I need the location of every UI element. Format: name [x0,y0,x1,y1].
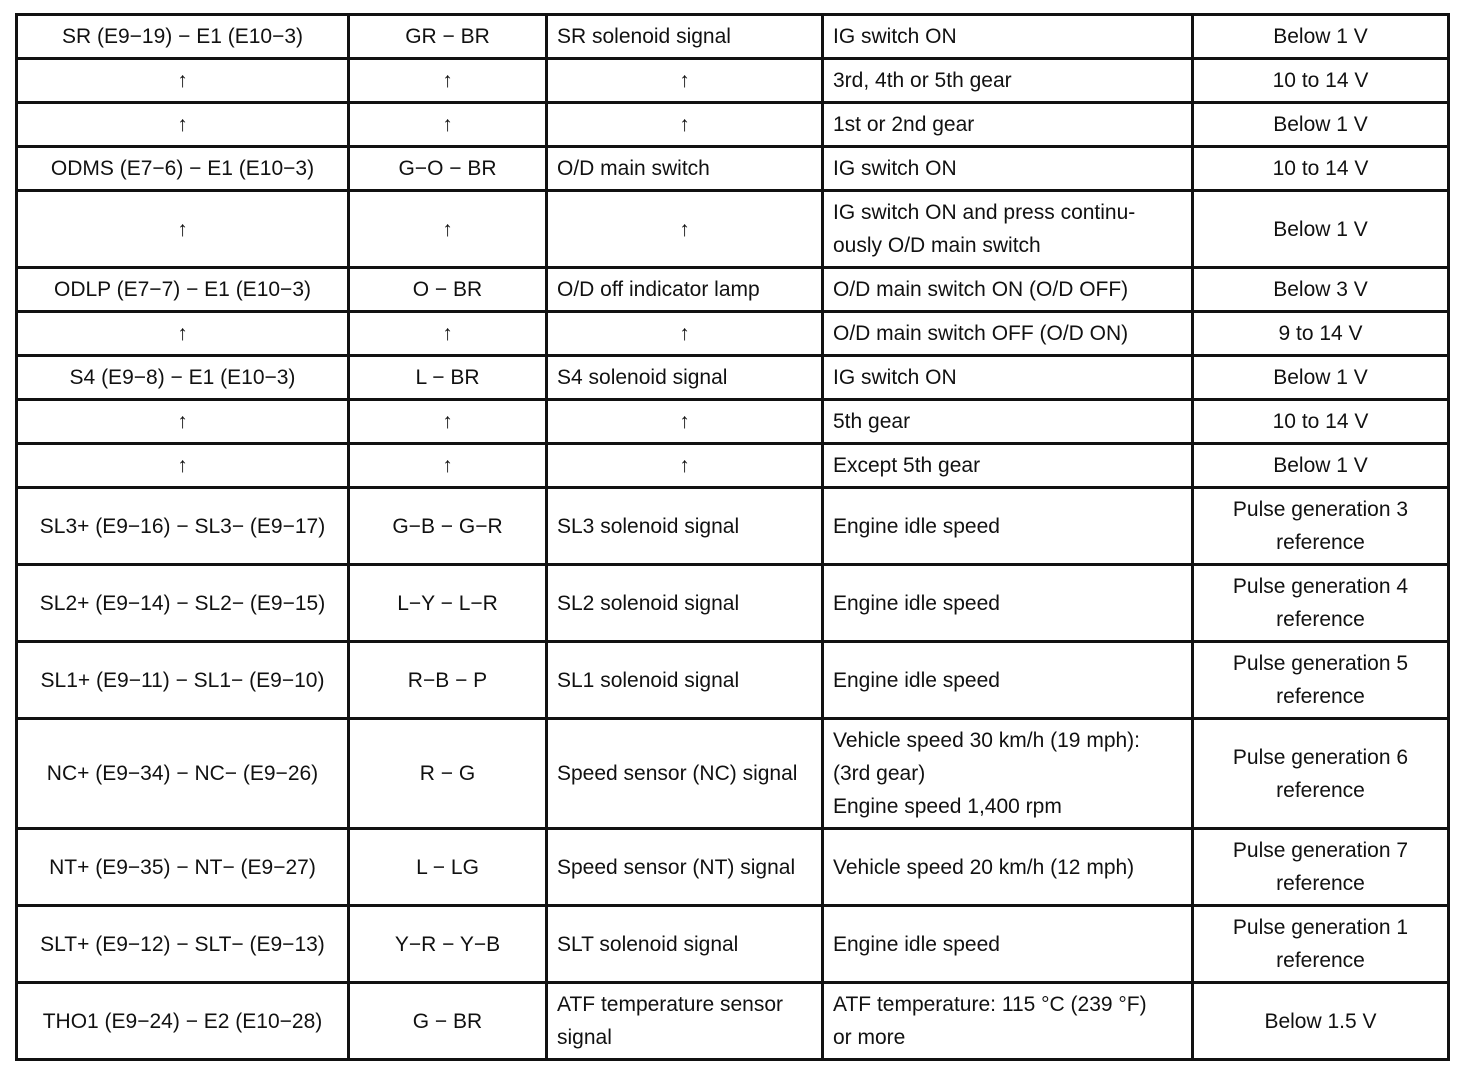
specified-value-cell: Pulse generation 7 reference [1193,829,1449,906]
terminal-cell: SL2+ (E9−14) − SL2− (E9−15) [17,565,349,642]
description-cell: SL2 solenoid signal [547,565,823,642]
terminal-spec-table [15,13,1450,1061]
description-cell: ↑ [547,400,823,444]
description-cell: SL1 solenoid signal [547,642,823,719]
specified-value-cell: Below 1 V [1193,444,1449,488]
terminal-cell: ↑ [17,312,349,356]
condition-cell: 1st or 2nd gear [823,103,1193,147]
description-cell: O/D main switch [547,147,823,191]
terminal-cell: NC+ (E9−34) − NC− (E9−26) [17,719,349,829]
terminal-cell: ↑ [17,400,349,444]
table-row [17,59,1449,103]
condition-cell: O/D main switch ON (O/D OFF) [823,268,1193,312]
specified-value-cell: Pulse generation 4 reference [1193,565,1449,642]
wiring-color-cell: G−B − G−R [349,488,547,565]
description-cell: O/D off indicator lamp [547,268,823,312]
wiring-color-cell: Y−R − Y−B [349,906,547,983]
condition-cell: 5th gear [823,400,1193,444]
wiring-color-cell: L−Y − L−R [349,565,547,642]
description-cell: ↑ [547,444,823,488]
condition-cell: 3rd, 4th or 5th gear [823,59,1193,103]
table-row [17,15,1449,59]
specified-value-cell: Below 1.5 V [1193,983,1449,1060]
terminal-cell: ↑ [17,59,349,103]
condition-cell: IG switch ON and press continu- ously O/D main switch [823,191,1193,268]
wiring-color-cell: O − BR [349,268,547,312]
specified-value-cell: Pulse generation 5 reference [1193,642,1449,719]
condition-cell: IG switch ON [823,356,1193,400]
terminal-cell: SR (E9−19) − E1 (E10−3) [17,15,349,59]
wiring-color-cell: ↑ [349,312,547,356]
wiring-color-cell: L − BR [349,356,547,400]
description-cell: ATF temperature sensor signal [547,983,823,1060]
terminal-cell: S4 (E9−8) − E1 (E10−3) [17,356,349,400]
specified-value-cell: Pulse generation 3 reference [1193,488,1449,565]
description-cell: Speed sensor (NT) signal [547,829,823,906]
condition-cell: Vehicle speed 20 km/h (12 mph) [823,829,1193,906]
terminal-cell: SLT+ (E9−12) − SLT− (E9−13) [17,906,349,983]
wiring-color-cell: ↑ [349,444,547,488]
specified-value-cell: Below 1 V [1193,356,1449,400]
table-row [17,719,1449,829]
table-row [17,103,1449,147]
specified-value-cell: Below 1 V [1193,15,1449,59]
specified-value-cell: 10 to 14 V [1193,147,1449,191]
table-row [17,356,1449,400]
specified-value-cell: Pulse generation 6 reference [1193,719,1449,829]
condition-cell: Engine idle speed [823,488,1193,565]
table-row [17,268,1449,312]
table-row [17,829,1449,906]
description-cell: Speed sensor (NC) signal [547,719,823,829]
condition-cell: ATF temperature: 115 °C (239 °F) or more [823,983,1193,1060]
table-row [17,488,1449,565]
wiring-color-cell: G−O − BR [349,147,547,191]
specified-value-cell: 9 to 14 V [1193,312,1449,356]
wiring-color-cell: ↑ [349,191,547,268]
specified-value-cell: 10 to 14 V [1193,59,1449,103]
description-cell: ↑ [547,191,823,268]
table-row [17,983,1449,1060]
wiring-color-cell: GR − BR [349,15,547,59]
specified-value-cell: Below 3 V [1193,268,1449,312]
condition-cell: Engine idle speed [823,906,1193,983]
terminal-cell: ODLP (E7−7) − E1 (E10−3) [17,268,349,312]
wiring-color-cell: G − BR [349,983,547,1060]
condition-cell: Vehicle speed 30 km/h (19 mph): (3rd gear) Engine speed 1,400 rpm [823,719,1193,829]
description-cell: S4 solenoid signal [547,356,823,400]
wiring-color-cell: ↑ [349,400,547,444]
table-body [17,15,1449,1060]
wiring-color-cell: ↑ [349,103,547,147]
terminal-cell: ODMS (E7−6) − E1 (E10−3) [17,147,349,191]
table-row [17,444,1449,488]
condition-cell: IG switch ON [823,147,1193,191]
table-row [17,191,1449,268]
specified-value-cell: Below 1 V [1193,191,1449,268]
specified-value-cell: 10 to 14 V [1193,400,1449,444]
wiring-color-cell: ↑ [349,59,547,103]
table-row [17,400,1449,444]
wiring-color-cell: L − LG [349,829,547,906]
table-row [17,147,1449,191]
description-cell: ↑ [547,312,823,356]
table-row [17,312,1449,356]
wiring-color-cell: R − G [349,719,547,829]
description-cell: ↑ [547,103,823,147]
terminal-cell: ↑ [17,103,349,147]
terminal-cell: ↑ [17,444,349,488]
terminal-cell: THO1 (E9−24) − E2 (E10−28) [17,983,349,1060]
terminal-cell: NT+ (E9−35) − NT− (E9−27) [17,829,349,906]
description-cell: SLT solenoid signal [547,906,823,983]
condition-cell: O/D main switch OFF (O/D ON) [823,312,1193,356]
terminal-cell: SL1+ (E9−11) − SL1− (E9−10) [17,642,349,719]
condition-cell: Engine idle speed [823,642,1193,719]
condition-cell: IG switch ON [823,15,1193,59]
specified-value-cell: Pulse generation 1 reference [1193,906,1449,983]
description-cell: SR solenoid signal [547,15,823,59]
table-row [17,906,1449,983]
condition-cell: Except 5th gear [823,444,1193,488]
terminal-cell: SL3+ (E9−16) − SL3− (E9−17) [17,488,349,565]
condition-cell: Engine idle speed [823,565,1193,642]
description-cell: SL3 solenoid signal [547,488,823,565]
wiring-color-cell: R−B − P [349,642,547,719]
terminal-cell: ↑ [17,191,349,268]
table-row [17,642,1449,719]
description-cell: ↑ [547,59,823,103]
specified-value-cell: Below 1 V [1193,103,1449,147]
table-row [17,565,1449,642]
